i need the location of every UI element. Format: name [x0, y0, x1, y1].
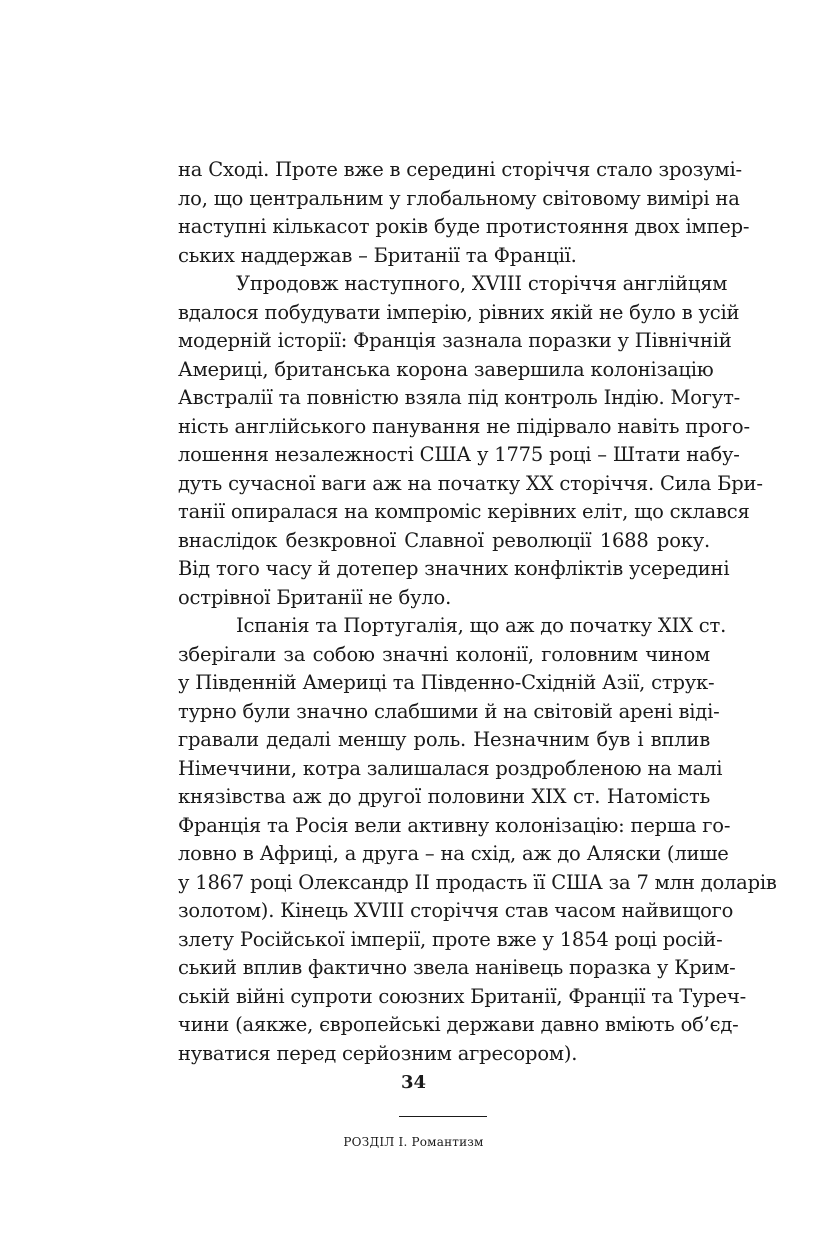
- text-line: модерній історії: Франція зазнала поразки у Північній: [178, 329, 732, 352]
- text-line: у 1867 році Олександр II продасть її США за 7 млн доларів: [178, 870, 777, 894]
- text-line: злету Російської імперії, проте вже у 1854 році росій-: [178, 927, 723, 951]
- text-line: танії опиралася на компроміс керівних еліт, що склався: [178, 500, 750, 523]
- text-line: ських наддержав – Британії та Франції.: [178, 243, 577, 267]
- text-line: наступні кількасот років буде протистояння двох імпер-: [178, 215, 750, 238]
- text-line: Німеччини, котра залишалася роздробленою на малі: [178, 756, 723, 780]
- text-line: ність англійського панування не підірвало навіть прого-: [178, 414, 750, 438]
- text-line: зберігали за собою значні колонії, головним чином: [178, 642, 710, 666]
- paragraph-first-line: Іспанія та Португалія, що аж до початку XIX ст.: [236, 614, 727, 637]
- paragraph-first-line: Упродовж наступного, XVIII сторіччя англійцям: [236, 272, 728, 295]
- text-line: князівства аж до другої половини XIX ст. Натомість: [178, 785, 710, 808]
- body-text: [178, 156, 777, 1068]
- text-line: вдалося побудувати імперію, рівних якій не було в усій: [178, 300, 740, 324]
- text-line: нуватися перед серйозним агресором).: [178, 1041, 578, 1065]
- text-line: чини (аякже, європейські держави давно вміють об’єд-: [178, 1013, 739, 1036]
- text-line: внаслідок безкровної Славної революції 1688 року.: [178, 528, 710, 552]
- text-line: у Південній Америці та Південно-Східній Азії, струк-: [178, 671, 715, 694]
- page-number: 34: [400, 1072, 427, 1093]
- text-line: ській війні супроти союзних Британії, Франції та Туреч-: [178, 984, 747, 1008]
- text-line: Від того часу й дотепер значних конфліктів усередині: [178, 557, 730, 580]
- text-line: ло, що центральним у глобальному світовому вимірі на: [178, 186, 740, 210]
- text-line: Америці, британська корона завершила колонізацію: [178, 357, 714, 381]
- text-line: лошення незалежності США у 1775 році – Штати набу-: [178, 443, 740, 466]
- text-line: турно були значно слабшими й на світовій арені віді-: [178, 699, 720, 723]
- text-line: дуть сучасної ваги аж на початку XX сторіччя. Сила Бри-: [178, 471, 763, 495]
- text-line: острівної Британії не було.: [178, 585, 452, 609]
- text-line: Франція та Росія вели активну колонізацію: перша го-: [178, 813, 731, 837]
- text-line: ловно в Африці, а друга – на схід, аж до Аляски (лише: [178, 842, 729, 865]
- text-line: золотом). Кінець XVIII сторіччя став часом найвищого: [178, 899, 734, 922]
- text-line: Австралії та повністю взяла під контроль Індію. Могут-: [178, 386, 741, 409]
- text-line: ський вплив фактично звела нанівець поразка у Крим-: [178, 956, 736, 979]
- footer-divider: [399, 1116, 487, 1117]
- running-footer: РОЗДІЛ І. Романтизм: [343, 1135, 484, 1149]
- text-line: гравали дедалі меншу роль. Незначним був і вплив: [178, 728, 710, 751]
- text-line: на Сході. Проте вже в середині сторіччя стало зрозумі-: [178, 158, 742, 181]
